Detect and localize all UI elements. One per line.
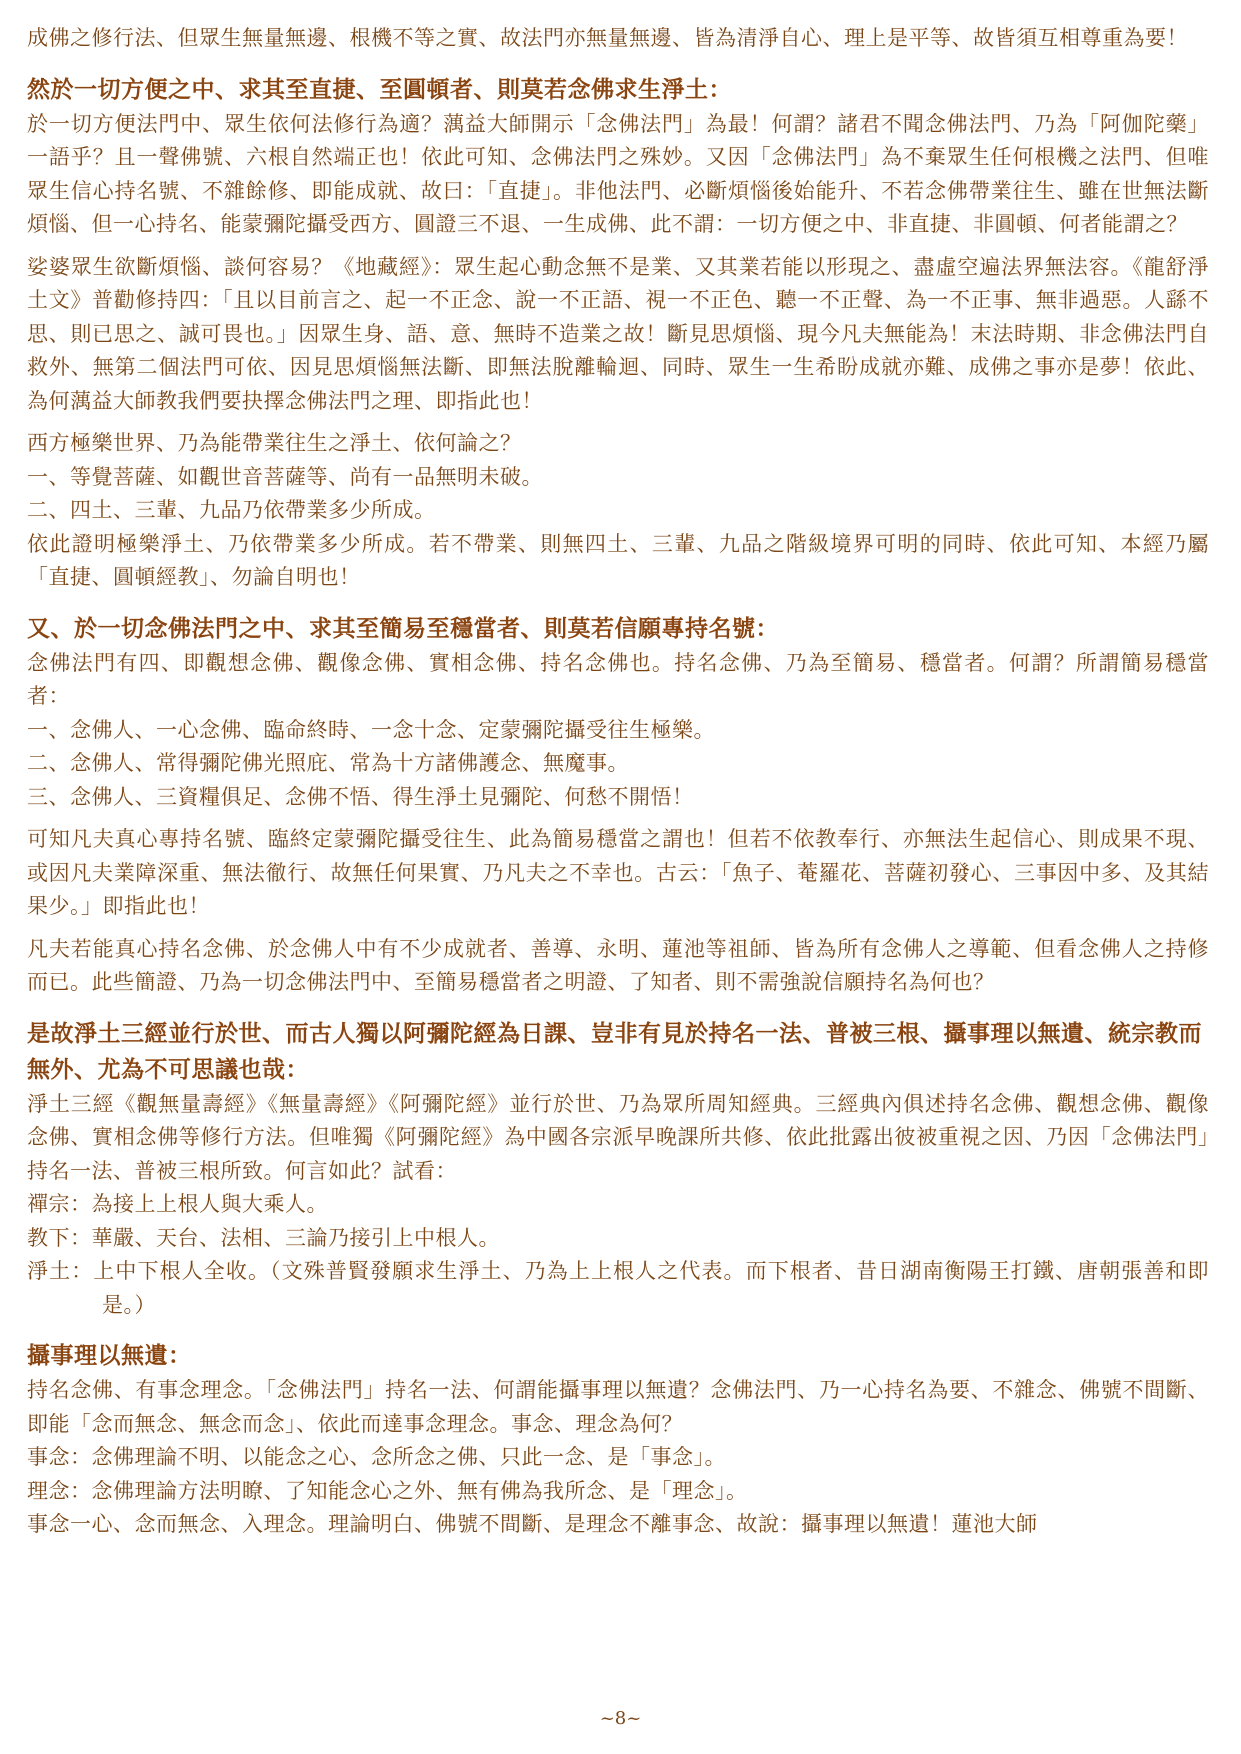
- paragraph: 二、念佛人、常得彌陀佛光照庇、常為十方諸佛護念、無魔事。: [27, 751, 629, 775]
- paragraph: 西方極樂世界、乃為能帶業往生之淨土、依何論之？: [27, 431, 522, 455]
- section-heading: 又、於一切念佛法門之中、求其至簡易至穩當者、則莫若信願專持名號：: [27, 614, 779, 642]
- paragraph: 禪宗：為接上上根人與大乘人。: [27, 1192, 328, 1216]
- section-heading: 是故淨土三經並行於世、而古人獨以阿彌陀經為日課、豈非有見於持名一法、普被三根、攝事理以無遺、統宗教而無外、尤為不可思議也哉：: [27, 1019, 1202, 1083]
- paragraph: 事念：念佛理論不明、以能念之心、念所念之佛、只此一念、是「事念」。: [27, 1445, 726, 1469]
- paragraph: 教下：華嚴、天台、法相、三論乃接引上中根人。: [27, 1225, 500, 1250]
- section-heading: 然於一切方便之中、求其至直捷、至圓頓者、則莫若念佛求生淨土：: [27, 75, 732, 103]
- paragraph: 依此證明極樂淨土、乃依帶業多少所成。若不帶業、則無四土、三輩、九品之階級境界可明的同時、依此可知、本經乃屬「直捷、圓頓經教」、勿論自明也！: [27, 531, 1209, 589]
- page-number: ~8~: [599, 1708, 642, 1729]
- paragraph: 二、四土、三輩、九品乃依帶業多少所成。: [27, 498, 436, 522]
- section-heading: 攝事理以無遺：: [27, 1342, 192, 1369]
- paragraph: 理念：念佛理論方法明瞭、了知能念心之外、無有佛為我所念、是「理念」。: [27, 1478, 748, 1503]
- paragraph: 念佛法門有四、即觀想念佛、觀像念佛、實相念佛、持名念佛也。持名念佛、乃為至簡易、穩當者。何謂？所謂簡易穩當者：: [27, 650, 1209, 708]
- paragraph: 持名念佛、有事念理念。「念佛法門」持名一法、何謂能攝事理以無遺？念佛法門、乃一心持名為要、不雜念、佛號不間斷、即能「念而無念、無念而念」、依此而達事念理念。事念、理念為何？: [27, 1378, 1209, 1436]
- paragraph: 三、念佛人、三資糧俱足、念佛不悟、得生淨土見彌陀、何愁不開悟！: [27, 784, 694, 809]
- paragraph: 成佛之修行法、但眾生無量無邊、根機不等之實、故法門亦無量無邊、皆為清淨自心、理上是平等、故皆須互相尊重為要！: [27, 26, 1188, 50]
- paragraph: 事念一心、念而無念、入理念。理論明白、佛號不間斷、是理念不離事念、故說：攝事理以無遺！蓮池大師: [27, 1512, 1038, 1536]
- paragraph: 可知凡夫真心專持名號、臨終定蒙彌陀攝受往生、此為簡易穩當之謂也！但若不依教奉行、亦無法生起信心、則成果不現、或因凡夫業障深重、無法徹行、故無任何果實、乃凡夫之不幸也。古云：「魚子、菴羅花、菩薩初發心、三事因中多、及其結果少。」即指此也！: [27, 827, 1209, 918]
- page-body: [27, 22, 1209, 1542]
- paragraph: 一、念佛人、一心念佛、臨命終時、一念十念、定蒙彌陀攝受往生極樂。: [27, 717, 715, 742]
- paragraph: 一、等覺菩薩、如觀世音菩薩等、尚有一品無明未破。: [27, 464, 543, 489]
- paragraph: 於一切方便法門中、眾生依何法修行為適？蕅益大師開示「念佛法門」為最！何謂？諸君不聞念佛法門、乃為「阿伽陀藥」一語乎？且一聲佛號、六根自然端正也！依此可知、念佛法門之殊妙。又因「念佛法門」為不棄眾生任何根機之法門、但唯眾生信心持名號、不雜餘修、即能成就、故曰：「直捷」。非他法門、必斷煩惱後始能升、不若念佛帶業往生、雖在世無法斷煩惱、但一心持名、能蒙彌陀攝受西方、圓證三不退、一生成佛、此不謂：一切方便之中、非直捷、非圓頓、何者能謂之？: [27, 111, 1209, 236]
- paragraph: 淨土：上中下根人全收。（文殊普賢發願求生淨土、乃為上上根人之代表。而下根者、昔日湖南衡陽王打鐵、唐朝張善和即是。）: [27, 1259, 1209, 1317]
- paragraph: 娑婆眾生欲斷煩惱、談何容易？《地藏經》：眾生起心動念無不是業、又其業若能以形現之、盡虛空遍法界無法容。《龍舒淨土文》普勸修持四：「且以目前言之、起一不正念、說一不正語、視一不正色、聽一不正聲、為一不正事、無非過惡。人繇不思、則已思之、誠可畏也。」因眾生身、語、意、無時不造業之故！斷見思煩惱、現今凡夫無能為！末法時期、非念佛法門自救外、無第二個法門可依、因見思煩惱無法斷、即無法脫離輪迴、同時、眾生一生希盼成就亦難、成佛之事亦是夢！依此、為何蕅益大師教我們要抉擇念佛法門之理、即指此也！: [27, 254, 1209, 413]
- paragraph: 淨土三經《觀無量壽經》《無量壽經》《阿彌陀經》並行於世、乃為眾所周知經典。三經典內俱述持名念佛、觀想念佛、觀像念佛、實相念佛等修行方法。但唯獨《阿彌陀經》為中國各宗派早晚課所共修、依此批露出彼被重視之因、乃因「念佛法門」持名一法、普被三根所致。何言如此？試看：: [27, 1091, 1209, 1183]
- paragraph: 凡夫若能真心持名念佛、於念佛人中有不少成就者、善導、永明、蓮池等祖師、皆為所有念佛人之導範、但看念佛人之持修而已。此些簡證、乃為一切念佛法門中、至簡易穩當者之明證、了知者、則不需強說信願持名為何也？: [27, 936, 1209, 994]
